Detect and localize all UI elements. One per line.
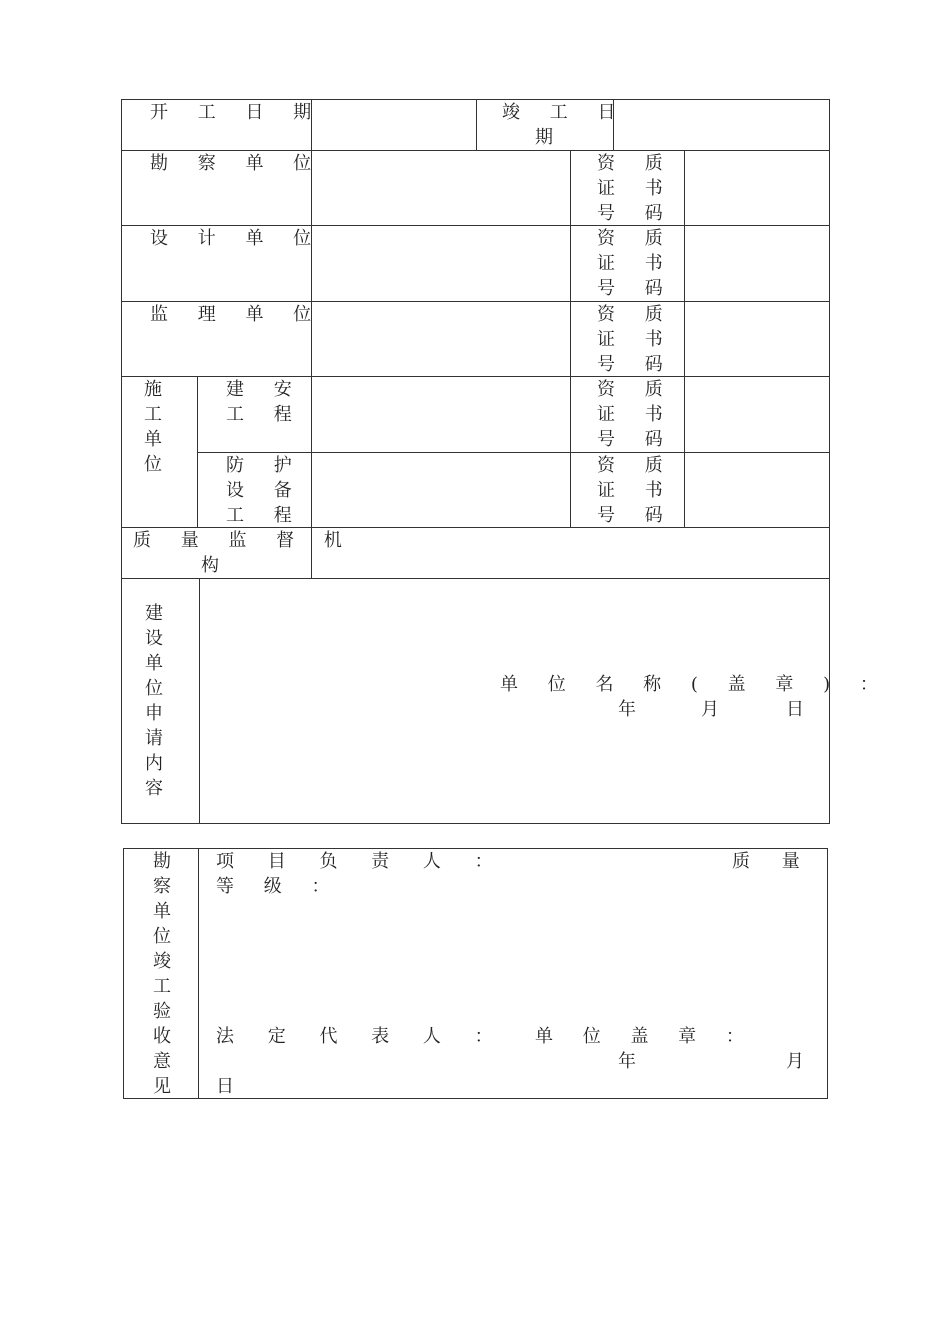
project-leader-label: 项 目 负 责 人 ： xyxy=(216,851,507,872)
completion-date-label: 竣 工 日 xyxy=(502,102,628,123)
survey-acceptance-opinion-label: 勘察单位竣工验收意见 xyxy=(153,851,171,1097)
quality-grade-label-cont: 等 级 ： xyxy=(216,876,342,897)
cert-number-design[interactable] xyxy=(685,226,829,301)
survey-unit-label: 勘 察 单 位 xyxy=(150,153,324,174)
date-year: 年 xyxy=(618,699,636,720)
cert-number-install[interactable] xyxy=(685,377,829,452)
cert-number-supervision[interactable] xyxy=(685,302,829,376)
install-project-label: 建 安 xyxy=(226,379,304,400)
application-content-area[interactable] xyxy=(200,579,829,823)
design-unit-label: 设 计 单 位 xyxy=(150,228,324,249)
acceptance-date-year: 年 xyxy=(618,1051,636,1072)
completion-date-label-cont: 期 xyxy=(535,127,553,148)
unit-seal-label: 单 位 盖 章 ： xyxy=(535,1026,756,1047)
cert-number-survey[interactable] xyxy=(685,151,829,225)
unit-name-seal-label: 单 位 名 称 ( 盖 章 ) ： xyxy=(500,674,890,695)
start-date-value[interactable] xyxy=(312,100,476,150)
supervision-unit-value[interactable] xyxy=(312,302,570,376)
date-day: 日 xyxy=(786,699,804,720)
cert-number-protection[interactable] xyxy=(685,453,829,527)
protection-project-label: 防 护 xyxy=(226,455,304,476)
supervision-unit-label: 监 理 单 位 xyxy=(150,304,324,325)
protection-project-label-2: 设 备 xyxy=(226,480,304,501)
protection-project-value[interactable] xyxy=(312,453,570,527)
completion-date-value[interactable] xyxy=(614,100,829,150)
quality-grade-label: 质 量 xyxy=(732,851,800,872)
date-month: 月 xyxy=(701,699,719,720)
quality-supervision-label: 质 量 监 督 机 xyxy=(133,530,354,551)
quality-supervision-value[interactable] xyxy=(312,528,829,578)
survey-unit-value[interactable] xyxy=(312,151,570,225)
construction-unit-label: 施工单位 xyxy=(144,379,162,475)
acceptance-date-month: 月 xyxy=(786,1051,804,1072)
acceptance-date-day: 日 xyxy=(216,1076,234,1097)
start-date-label: 开 工 日 期 xyxy=(150,102,324,123)
design-unit-value[interactable] xyxy=(312,226,570,301)
install-project-value[interactable] xyxy=(312,377,570,452)
application-content-label: 建设单位申请内容 xyxy=(145,603,163,799)
protection-project-label-3: 工 程 xyxy=(226,505,304,526)
quality-supervision-label-cont: 构 xyxy=(201,555,219,576)
legal-representative-label: 法 定 代 表 人 ： xyxy=(216,1026,507,1047)
install-project-label-cont: 工 程 xyxy=(226,404,304,425)
